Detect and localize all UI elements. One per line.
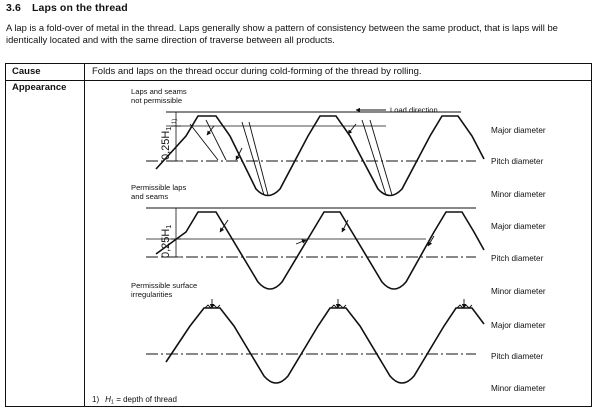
panel3-caption-line2: irregularities [131,290,173,299]
defect-table [5,63,592,407]
minor-diameter-label: Minor diameter [491,384,546,393]
section-heading [6,2,128,14]
load-direction-label: Load direction [390,105,438,115]
panel1-footnote-ref: 1) [172,118,178,124]
panel1-fold-line [362,120,386,195]
major-diameter-label: Major diameter [491,222,546,231]
intro-paragraph: A lap is a fold-over of metal in the thread. Laps generally show a pattern of consistency between the same product, that is laps will be identically located and with the same direction of traverse between all products. [6,22,558,45]
section-title: Laps on the thread [32,2,128,14]
panel2-thread-profile [156,212,484,289]
panel1-thread-profile [156,116,484,196]
minor-diameter-label: Minor diameter [491,287,546,296]
panel1-fold-line [249,122,268,195]
footnote: 1) H1 = depth of thread [92,395,177,406]
panel1-lap-arrow [348,124,356,134]
major-diameter-label: Major diameter [491,126,546,135]
panel3-thread-profile [166,308,484,383]
panel1-caption-line2: not permissible [131,96,183,105]
panel1-fold-line [190,124,218,160]
pitch-diameter-label: Pitch diameter [491,254,544,263]
cause-text: Folds and laps on the thread occur during cold-forming of the thread by rolling. [92,66,422,77]
panel1-dimension-label: 0,25H1 [160,126,173,160]
major-diameter-label: Major diameter [491,321,546,330]
appearance-label: Appearance [12,82,67,93]
panel3-caption-line1: Permissible surface [131,281,198,290]
panel2-caption-line2: and seams [131,192,169,201]
thread-diagram [6,64,591,406]
panel2-dimension-label: 0,25H1 [160,224,173,258]
minor-diameter-label: Minor diameter [491,190,546,199]
panel-surface-irregularities [131,281,484,383]
section-number: 3.6 [6,2,21,14]
panel1-fold-line [370,120,392,195]
panel2-caption-line1: Permissible laps [131,183,187,192]
panel1-caption-line1: Laps and seams [131,87,187,96]
pitch-diameter-label: Pitch diameter [491,352,544,361]
diameter-labels [491,126,546,393]
cause-label: Cause [12,66,41,77]
panel-permissible-laps [131,183,484,289]
panel-not-permissible [131,87,484,196]
pitch-diameter-label: Pitch diameter [491,157,544,166]
